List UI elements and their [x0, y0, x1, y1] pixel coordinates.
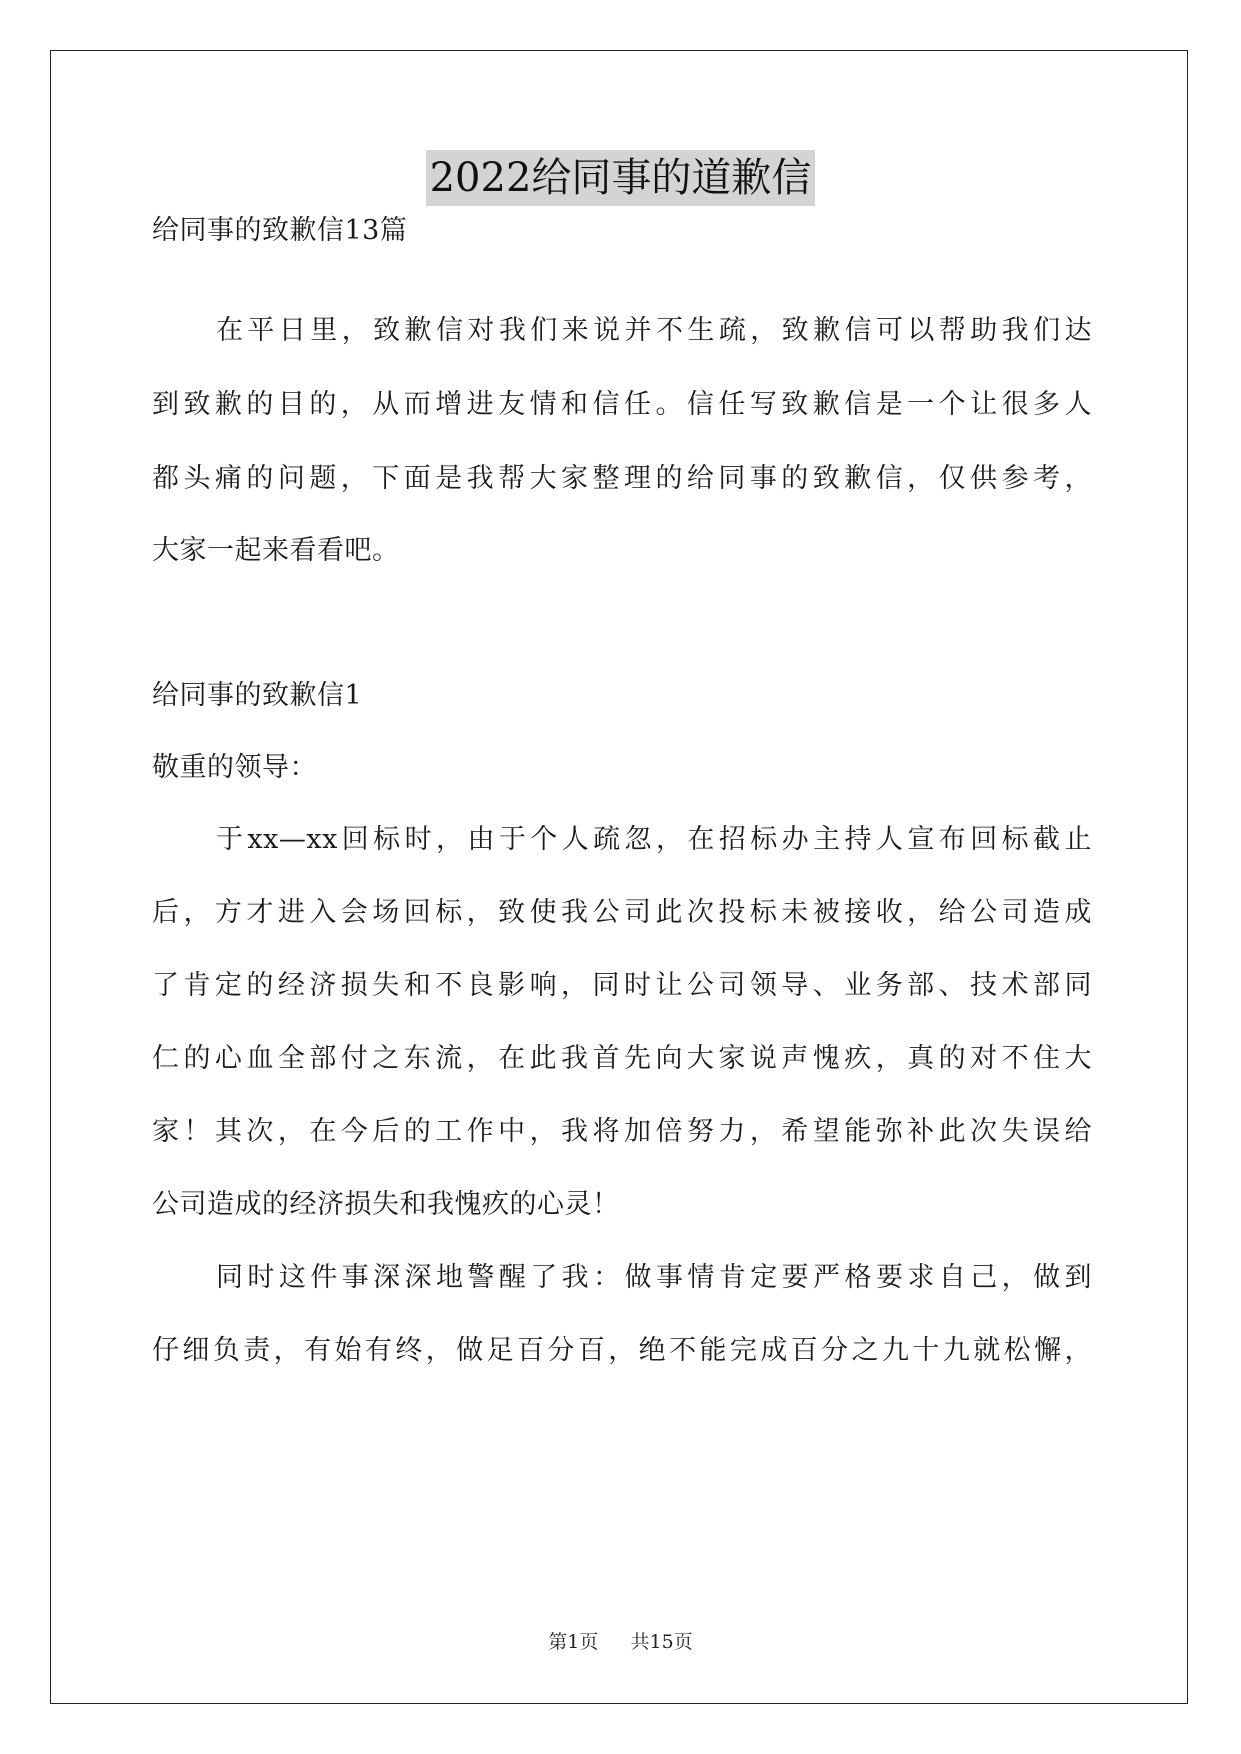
- paragraph-line: 了肯定的经济损失和不良影响，同时让公司领导、业务部、技术部同: [152, 970, 1092, 1001]
- subtitle: 给同事的致歉信13篇: [152, 215, 408, 246]
- letter-heading: 给同事的致歉信1: [152, 680, 363, 711]
- page-number: 第1页: [548, 1631, 599, 1653]
- paragraph-line: 同时这件事深深地警醒了我：做事情肯定要严格要求自己，做到: [216, 1262, 1092, 1293]
- page-total: 共15页: [630, 1631, 693, 1653]
- page-border: [50, 50, 1188, 1704]
- title-container: [0, 150, 1241, 206]
- intro-line: 大家一起来看看吧。: [152, 535, 400, 566]
- paragraph-line: 家！其次，在今后的工作中，我将加倍努力，希望能弥补此次失误给: [152, 1116, 1092, 1147]
- intro-line: 在平日里，致歉信对我们来说并不生疏，致歉信可以帮助我们达: [216, 315, 1092, 346]
- paragraph-line: 仁的心血全部付之东流，在此我首先向大家说声愧疚，真的对不住大: [152, 1043, 1092, 1074]
- intro-line: 都头痛的问题，下面是我帮大家整理的给同事的致歉信，仅供参考，: [152, 463, 1092, 494]
- paragraph-line: 公司造成的经济损失和我愧疚的心灵！: [152, 1189, 620, 1220]
- intro-line: 到致歉的目的，从而增进友情和信任。信任写致歉信是一个让很多人: [152, 389, 1092, 420]
- paragraph-line: 仔细负责，有始有终，做足百分百，绝不能完成百分之九十九就松懈，: [152, 1335, 1092, 1366]
- document-title: 2022给同事的道歉信: [426, 150, 816, 206]
- salutation: 敬重的领导：: [152, 752, 317, 783]
- paragraph-line: 后，方才进入会场回标，致使我公司此次投标未被接收，给公司造成: [152, 897, 1092, 928]
- paragraph-line: 于xx—xx回标时，由于个人疏忽，在招标办主持人宣布回标截止: [216, 824, 1092, 855]
- page-footer: [0, 1630, 1241, 1654]
